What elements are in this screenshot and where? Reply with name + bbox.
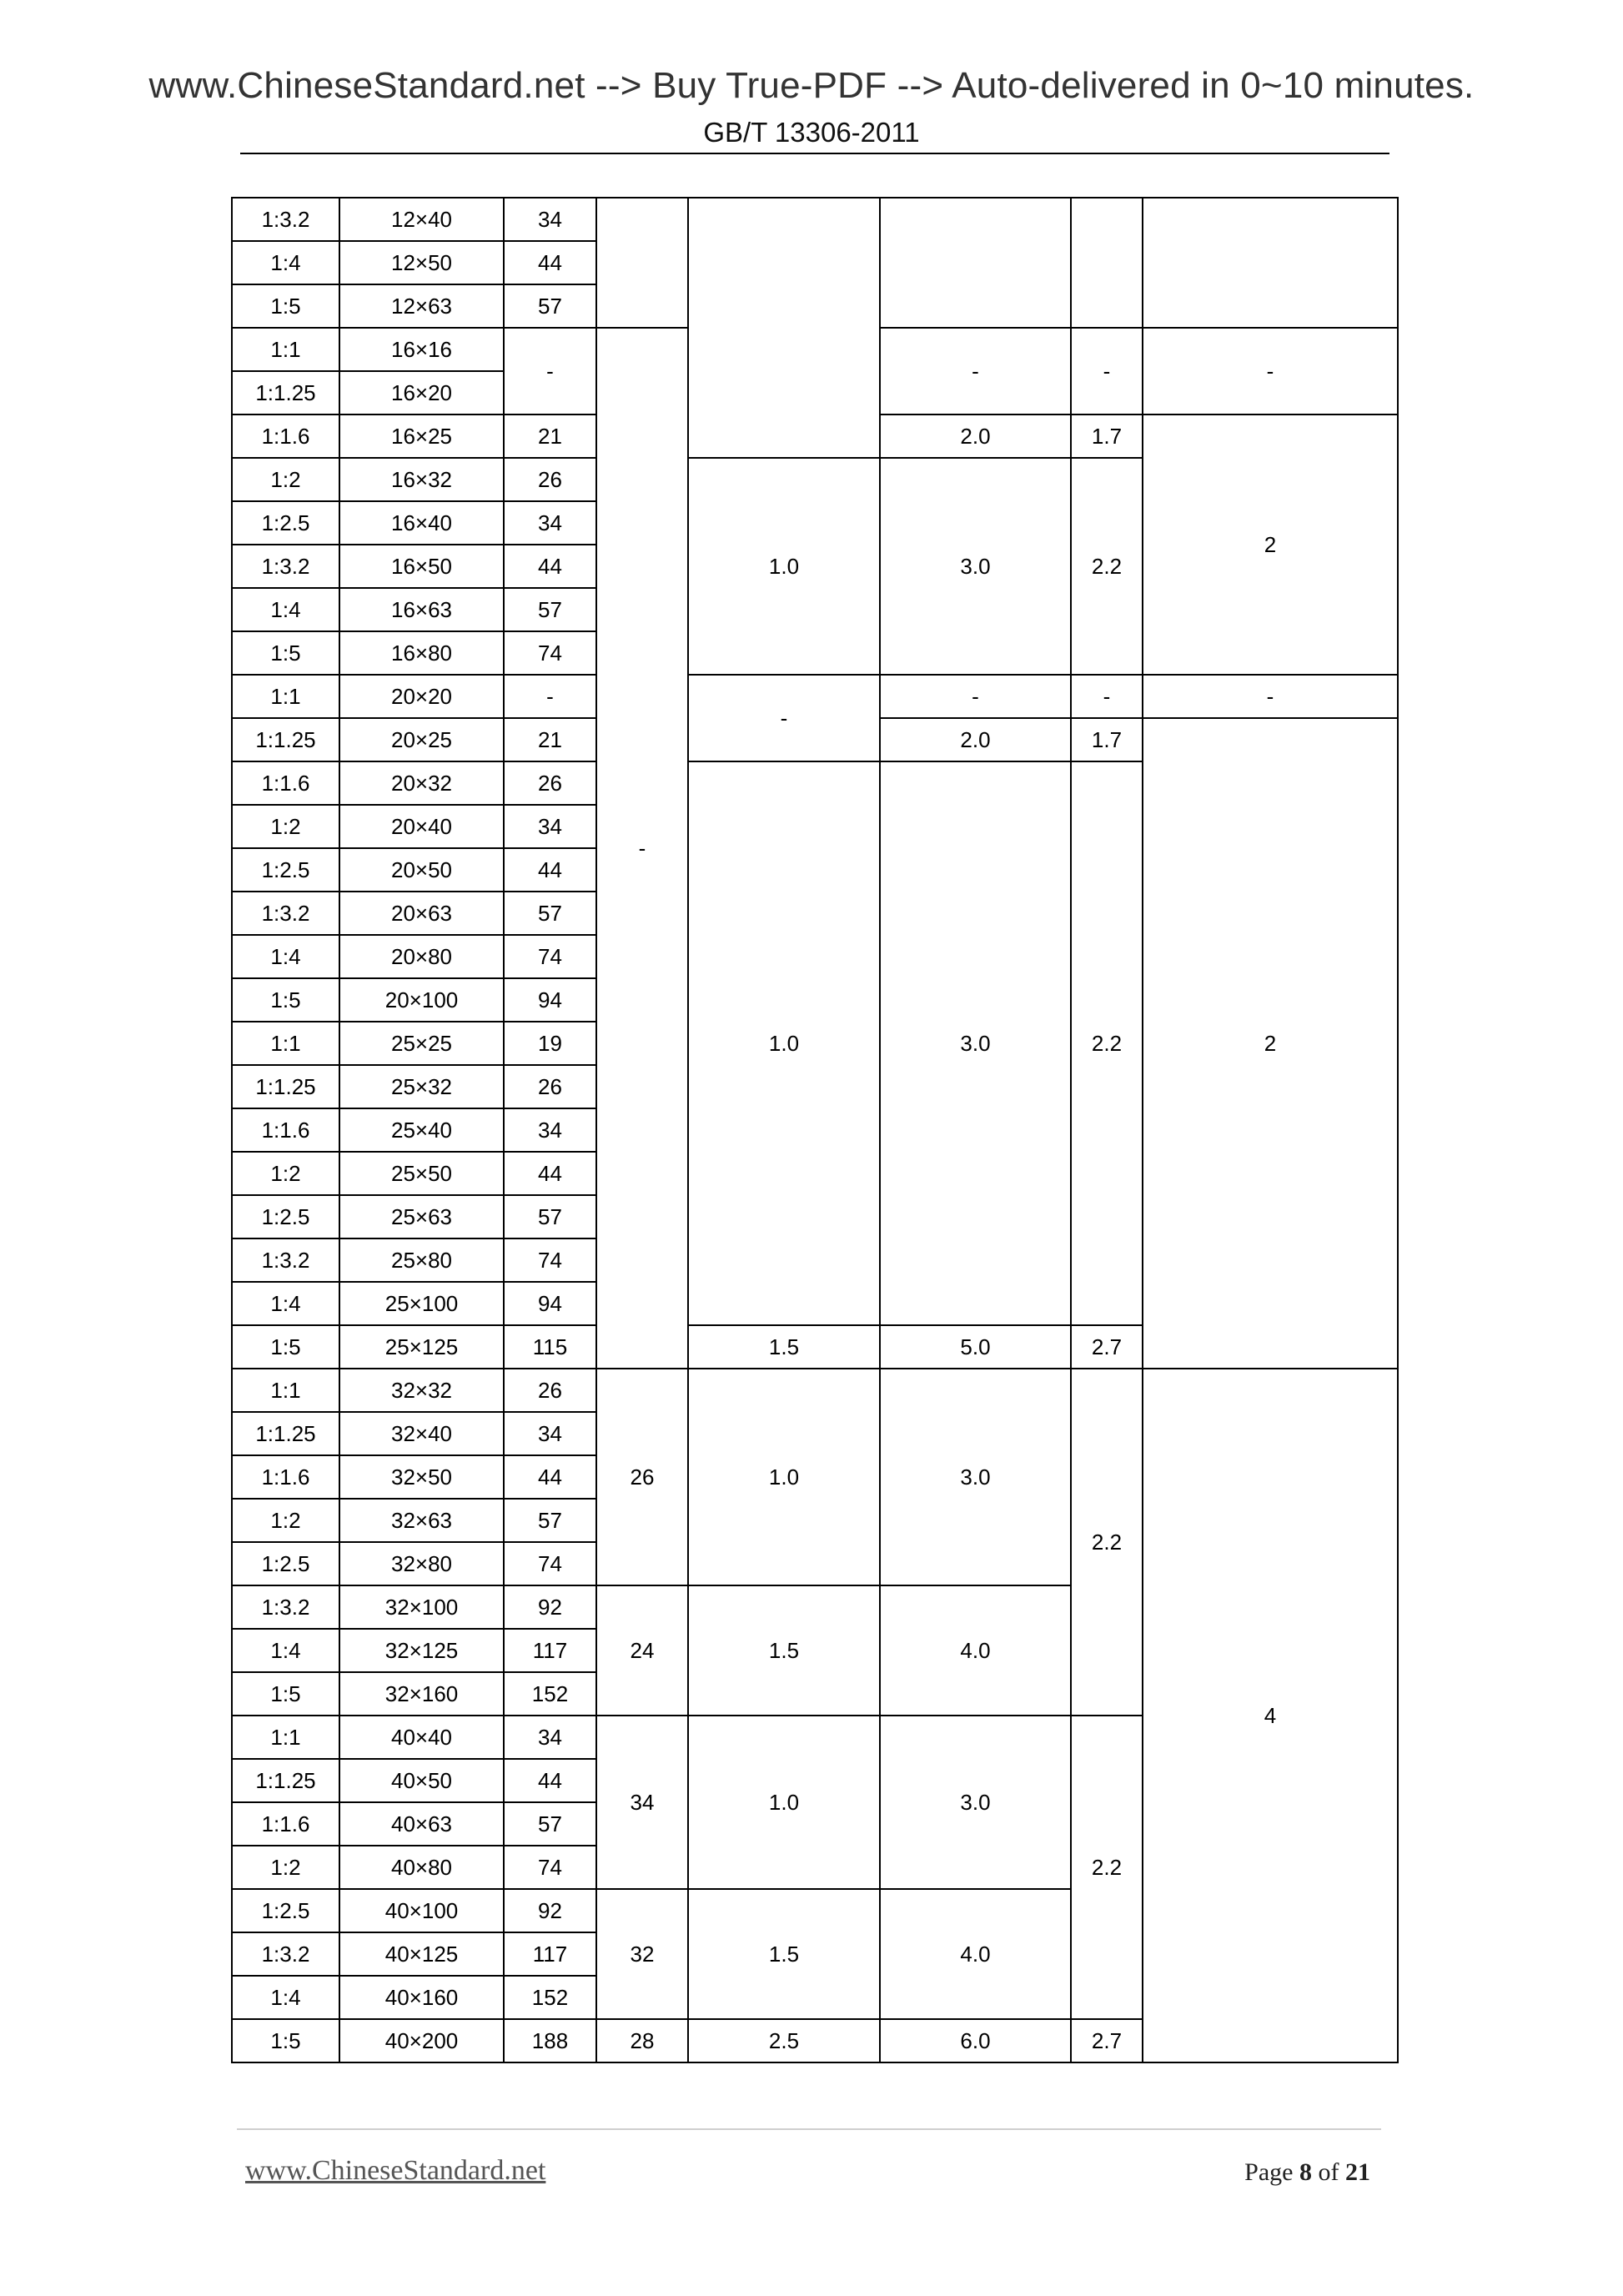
header-divider <box>240 153 1389 154</box>
value-cell: 117 <box>504 1629 596 1672</box>
value-cell: 188 <box>504 2019 596 2062</box>
ratio-cell: 1:5 <box>232 2019 339 2062</box>
merged-cell: 2 <box>1143 414 1398 675</box>
size-cell: 16×16 <box>339 328 504 371</box>
ratio-cell: 1:1.25 <box>232 718 339 761</box>
merged-cell: 2.2 <box>1071 761 1143 1325</box>
value-cell: 34 <box>504 501 596 545</box>
value-cell: 94 <box>504 978 596 1022</box>
merged-cell: 1.5 <box>688 1889 880 2019</box>
merged-cell: 1.0 <box>688 1716 880 1889</box>
ratio-cell: 1:4 <box>232 241 339 284</box>
merged-cell: 1.7 <box>1071 718 1143 761</box>
size-cell: 25×50 <box>339 1152 504 1195</box>
standard-code: GB/T 13306-2011 <box>703 117 920 148</box>
merged-cell: - <box>688 675 880 761</box>
size-cell: 20×50 <box>339 848 504 892</box>
merged-cell <box>596 198 688 328</box>
header-banner: www.ChineseStandard.net --> Buy True-PDF --> Auto-delivered in 0~10 minutes. <box>148 65 1475 106</box>
ratio-cell: 1:2 <box>232 1499 339 1542</box>
value-cell: 117 <box>504 1932 596 1976</box>
size-cell: 32×40 <box>339 1412 504 1455</box>
merged-cell: 28 <box>596 2019 688 2062</box>
size-cell: 20×20 <box>339 675 504 718</box>
merged-cell: 24 <box>596 1585 688 1716</box>
size-cell: 20×63 <box>339 892 504 935</box>
ratio-cell: 1:5 <box>232 978 339 1022</box>
value-cell: - <box>504 328 596 414</box>
ratio-cell: 1:4 <box>232 1282 339 1325</box>
merged-cell: 1.5 <box>688 1325 880 1369</box>
ratio-cell: 1:1.25 <box>232 1759 339 1802</box>
merged-cell: 1.0 <box>688 458 880 675</box>
ratio-cell: 1:1.6 <box>232 1108 339 1152</box>
size-cell: 12×50 <box>339 241 504 284</box>
value-cell: 34 <box>504 1412 596 1455</box>
value-cell: 74 <box>504 631 596 675</box>
size-cell: 40×160 <box>339 1976 504 2019</box>
value-cell: 57 <box>504 1802 596 1846</box>
value-cell: 26 <box>504 1369 596 1412</box>
value-cell: 26 <box>504 458 596 501</box>
merged-cell: 6.0 <box>880 2019 1071 2062</box>
merged-cell: - <box>596 328 688 1369</box>
ratio-cell: 1:1 <box>232 1716 339 1759</box>
merged-cell: 2.2 <box>1071 1716 1143 2019</box>
ratio-cell: 1:2 <box>232 805 339 848</box>
value-cell: 152 <box>504 1672 596 1716</box>
value-cell: 44 <box>504 545 596 588</box>
value-cell: 19 <box>504 1022 596 1065</box>
merged-cell <box>1071 198 1143 328</box>
value-cell: 74 <box>504 1238 596 1282</box>
value-cell: 57 <box>504 284 596 328</box>
value-cell: 34 <box>504 1108 596 1152</box>
value-cell: 34 <box>504 198 596 241</box>
size-cell: 32×100 <box>339 1585 504 1629</box>
merged-cell: 1.5 <box>688 1585 880 1716</box>
size-cell: 25×80 <box>339 1238 504 1282</box>
ratio-cell: 1:3.2 <box>232 892 339 935</box>
size-cell: 40×80 <box>339 1846 504 1889</box>
page-prefix: Page <box>1244 2158 1294 2186</box>
size-cell: 16×50 <box>339 545 504 588</box>
merged-cell: - <box>1143 328 1398 414</box>
value-cell: 34 <box>504 1716 596 1759</box>
ratio-cell: 1:1 <box>232 328 339 371</box>
value-cell: 44 <box>504 1455 596 1499</box>
size-cell: 12×63 <box>339 284 504 328</box>
merged-cell: 1.0 <box>688 761 880 1325</box>
ratio-cell: 1:1.25 <box>232 1412 339 1455</box>
size-cell: 40×100 <box>339 1889 504 1932</box>
ratio-cell: 1:5 <box>232 631 339 675</box>
merged-cell: 3.0 <box>880 458 1071 675</box>
size-cell: 16×80 <box>339 631 504 675</box>
value-cell: 44 <box>504 241 596 284</box>
merged-cell: 2.0 <box>880 414 1071 458</box>
size-cell: 25×63 <box>339 1195 504 1238</box>
ratio-cell: 1:2 <box>232 1846 339 1889</box>
ratio-cell: 1:2.5 <box>232 848 339 892</box>
value-cell: 74 <box>504 935 596 978</box>
ratio-cell: 1:1.25 <box>232 371 339 414</box>
value-cell: 94 <box>504 1282 596 1325</box>
ratio-cell: 1:1 <box>232 1369 339 1412</box>
value-cell: 57 <box>504 588 596 631</box>
size-cell: 25×32 <box>339 1065 504 1108</box>
size-cell: 40×50 <box>339 1759 504 1802</box>
ratio-cell: 1:3.2 <box>232 1585 339 1629</box>
size-cell: 40×125 <box>339 1932 504 1976</box>
size-cell: 32×63 <box>339 1499 504 1542</box>
merged-cell: 26 <box>596 1369 688 1585</box>
size-cell: 16×63 <box>339 588 504 631</box>
merged-cell: - <box>1071 675 1143 718</box>
footer-site-link[interactable]: www.ChineseStandard.net <box>245 2155 546 2186</box>
merged-cell: 1.7 <box>1071 414 1143 458</box>
ratio-cell: 1:5 <box>232 1672 339 1716</box>
size-cell: 25×40 <box>339 1108 504 1152</box>
value-cell: 21 <box>504 414 596 458</box>
merged-cell: 4.0 <box>880 1889 1071 2019</box>
merged-cell: 5.0 <box>880 1325 1071 1369</box>
size-cell: 25×125 <box>339 1325 504 1369</box>
merged-cell: - <box>880 328 1071 414</box>
merged-cell: 2.7 <box>1071 2019 1143 2062</box>
ratio-cell: 1:1.6 <box>232 761 339 805</box>
merged-cell: 2.2 <box>1071 1369 1143 1716</box>
footer-divider <box>237 2128 1381 2130</box>
merged-cell <box>880 198 1071 328</box>
value-cell: 34 <box>504 805 596 848</box>
merged-cell: 34 <box>596 1716 688 1889</box>
page-of: of <box>1318 2158 1339 2186</box>
merged-cell: 2.7 <box>1071 1325 1143 1369</box>
size-cell: 32×160 <box>339 1672 504 1716</box>
merged-cell <box>688 198 880 458</box>
merged-cell <box>1143 198 1398 328</box>
size-cell: 25×100 <box>339 1282 504 1325</box>
value-cell: 57 <box>504 1499 596 1542</box>
value-cell: 74 <box>504 1542 596 1585</box>
table-row <box>232 675 1398 718</box>
table-row <box>232 1369 1398 1412</box>
merged-cell: 2.0 <box>880 718 1071 761</box>
value-cell: 21 <box>504 718 596 761</box>
ratio-cell: 1:2.5 <box>232 1195 339 1238</box>
ratio-cell: 1:1.6 <box>232 1802 339 1846</box>
ratio-cell: 1:4 <box>232 1976 339 2019</box>
merged-cell: 2 <box>1143 718 1398 1369</box>
ratio-cell: 1:1 <box>232 1022 339 1065</box>
ratio-cell: 1:3.2 <box>232 198 339 241</box>
value-cell: 92 <box>504 1585 596 1629</box>
page-indicator <box>1244 2158 1370 2187</box>
size-cell: 40×40 <box>339 1716 504 1759</box>
table-row <box>232 198 1398 241</box>
ratio-cell: 1:2.5 <box>232 1889 339 1932</box>
merged-cell: 2.2 <box>1071 458 1143 675</box>
size-cell: 32×50 <box>339 1455 504 1499</box>
size-cell: 20×25 <box>339 718 504 761</box>
specification-table <box>231 197 1399 2063</box>
merged-cell: 3.0 <box>880 1716 1071 1889</box>
ratio-cell: 1:1 <box>232 675 339 718</box>
merged-cell: 1.0 <box>688 1369 880 1585</box>
merged-cell: 32 <box>596 1889 688 2019</box>
value-cell: 44 <box>504 1152 596 1195</box>
value-cell: 115 <box>504 1325 596 1369</box>
size-cell: 16×20 <box>339 371 504 414</box>
size-cell: 20×80 <box>339 935 504 978</box>
value-cell: 152 <box>504 1976 596 2019</box>
ratio-cell: 1:3.2 <box>232 1238 339 1282</box>
size-cell: 16×32 <box>339 458 504 501</box>
ratio-cell: 1:4 <box>232 588 339 631</box>
size-cell: 32×125 <box>339 1629 504 1672</box>
merged-cell: 3.0 <box>880 1369 1071 1585</box>
ratio-cell: 1:3.2 <box>232 1932 339 1976</box>
merged-cell: 4 <box>1143 1369 1398 2062</box>
merged-cell: - <box>1071 328 1143 414</box>
ratio-cell: 1:4 <box>232 935 339 978</box>
value-cell: 57 <box>504 892 596 935</box>
value-cell: 74 <box>504 1846 596 1889</box>
ratio-cell: 1:3.2 <box>232 545 339 588</box>
size-cell: 20×40 <box>339 805 504 848</box>
size-cell: 20×32 <box>339 761 504 805</box>
merged-cell: 3.0 <box>880 761 1071 1325</box>
ratio-cell: 1:4 <box>232 1629 339 1672</box>
size-cell: 16×40 <box>339 501 504 545</box>
ratio-cell: 1:2.5 <box>232 1542 339 1585</box>
ratio-cell: 1:1.6 <box>232 414 339 458</box>
ratio-cell: 1:5 <box>232 1325 339 1369</box>
value-cell: 92 <box>504 1889 596 1932</box>
ratio-cell: 1:1.25 <box>232 1065 339 1108</box>
ratio-cell: 1:5 <box>232 284 339 328</box>
merged-cell: - <box>1143 675 1398 718</box>
size-cell: 40×63 <box>339 1802 504 1846</box>
size-cell: 40×200 <box>339 2019 504 2062</box>
ratio-cell: 1:1.6 <box>232 1455 339 1499</box>
value-cell: 44 <box>504 1759 596 1802</box>
size-cell: 12×40 <box>339 198 504 241</box>
size-cell: 32×32 <box>339 1369 504 1412</box>
size-cell: 32×80 <box>339 1542 504 1585</box>
ratio-cell: 1:2 <box>232 1152 339 1195</box>
size-cell: 25×25 <box>339 1022 504 1065</box>
page-total: 21 <box>1345 2158 1370 2186</box>
value-cell: - <box>504 675 596 718</box>
ratio-cell: 1:2 <box>232 458 339 501</box>
ratio-cell: 1:2.5 <box>232 501 339 545</box>
merged-cell: - <box>880 675 1071 718</box>
value-cell: 26 <box>504 761 596 805</box>
size-cell: 20×100 <box>339 978 504 1022</box>
merged-cell: 2.5 <box>688 2019 880 2062</box>
value-cell: 57 <box>504 1195 596 1238</box>
size-cell: 16×25 <box>339 414 504 458</box>
value-cell: 26 <box>504 1065 596 1108</box>
page-current: 8 <box>1299 2158 1312 2186</box>
merged-cell: 4.0 <box>880 1585 1071 1716</box>
value-cell: 44 <box>504 848 596 892</box>
